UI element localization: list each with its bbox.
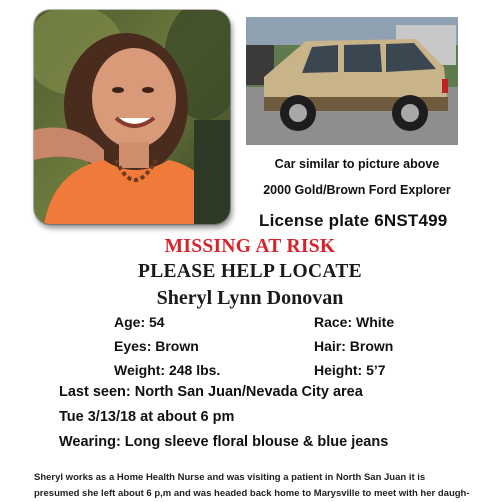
car-caption: Car similar to picture above xyxy=(274,157,440,171)
story-line-2: presumed she left about 6 p,m and was headed back home to Marysville to meet with her daugh- xyxy=(34,488,470,499)
hair-detail: Hair: Brown xyxy=(314,338,394,354)
car-photo xyxy=(246,17,458,145)
eyes-detail: Eyes: Brown xyxy=(114,338,199,354)
last-seen-location: Last seen: North San Juan/Nevada City area xyxy=(59,384,363,400)
missing-person-photo xyxy=(34,10,230,224)
person-name: Sheryl Lynn Donovan xyxy=(156,287,344,309)
age-detail: Age: 54 xyxy=(114,314,165,330)
story-line-1: Sheryl works as a Home Health Nurse and was visiting a patient in North San Juan it is xyxy=(34,472,426,483)
please-help-heading: PLEASE HELP LOCATE xyxy=(138,261,362,282)
race-detail: Race: White xyxy=(314,314,395,330)
height-detail: Height: 5’7 xyxy=(314,362,386,378)
missing-at-risk-heading: MISSING AT RISK xyxy=(164,236,336,257)
weight-detail: Weight: 248 lbs. xyxy=(114,362,221,378)
last-seen-time: Tue 3/13/18 at about 6 pm xyxy=(59,409,235,425)
clothing-description: Wearing: Long sleeve floral blouse & blue jeans xyxy=(59,434,389,450)
license-plate: License plate 6NST499 xyxy=(259,211,448,230)
car-model: 2000 Gold/Brown Ford Explorer xyxy=(263,183,451,197)
